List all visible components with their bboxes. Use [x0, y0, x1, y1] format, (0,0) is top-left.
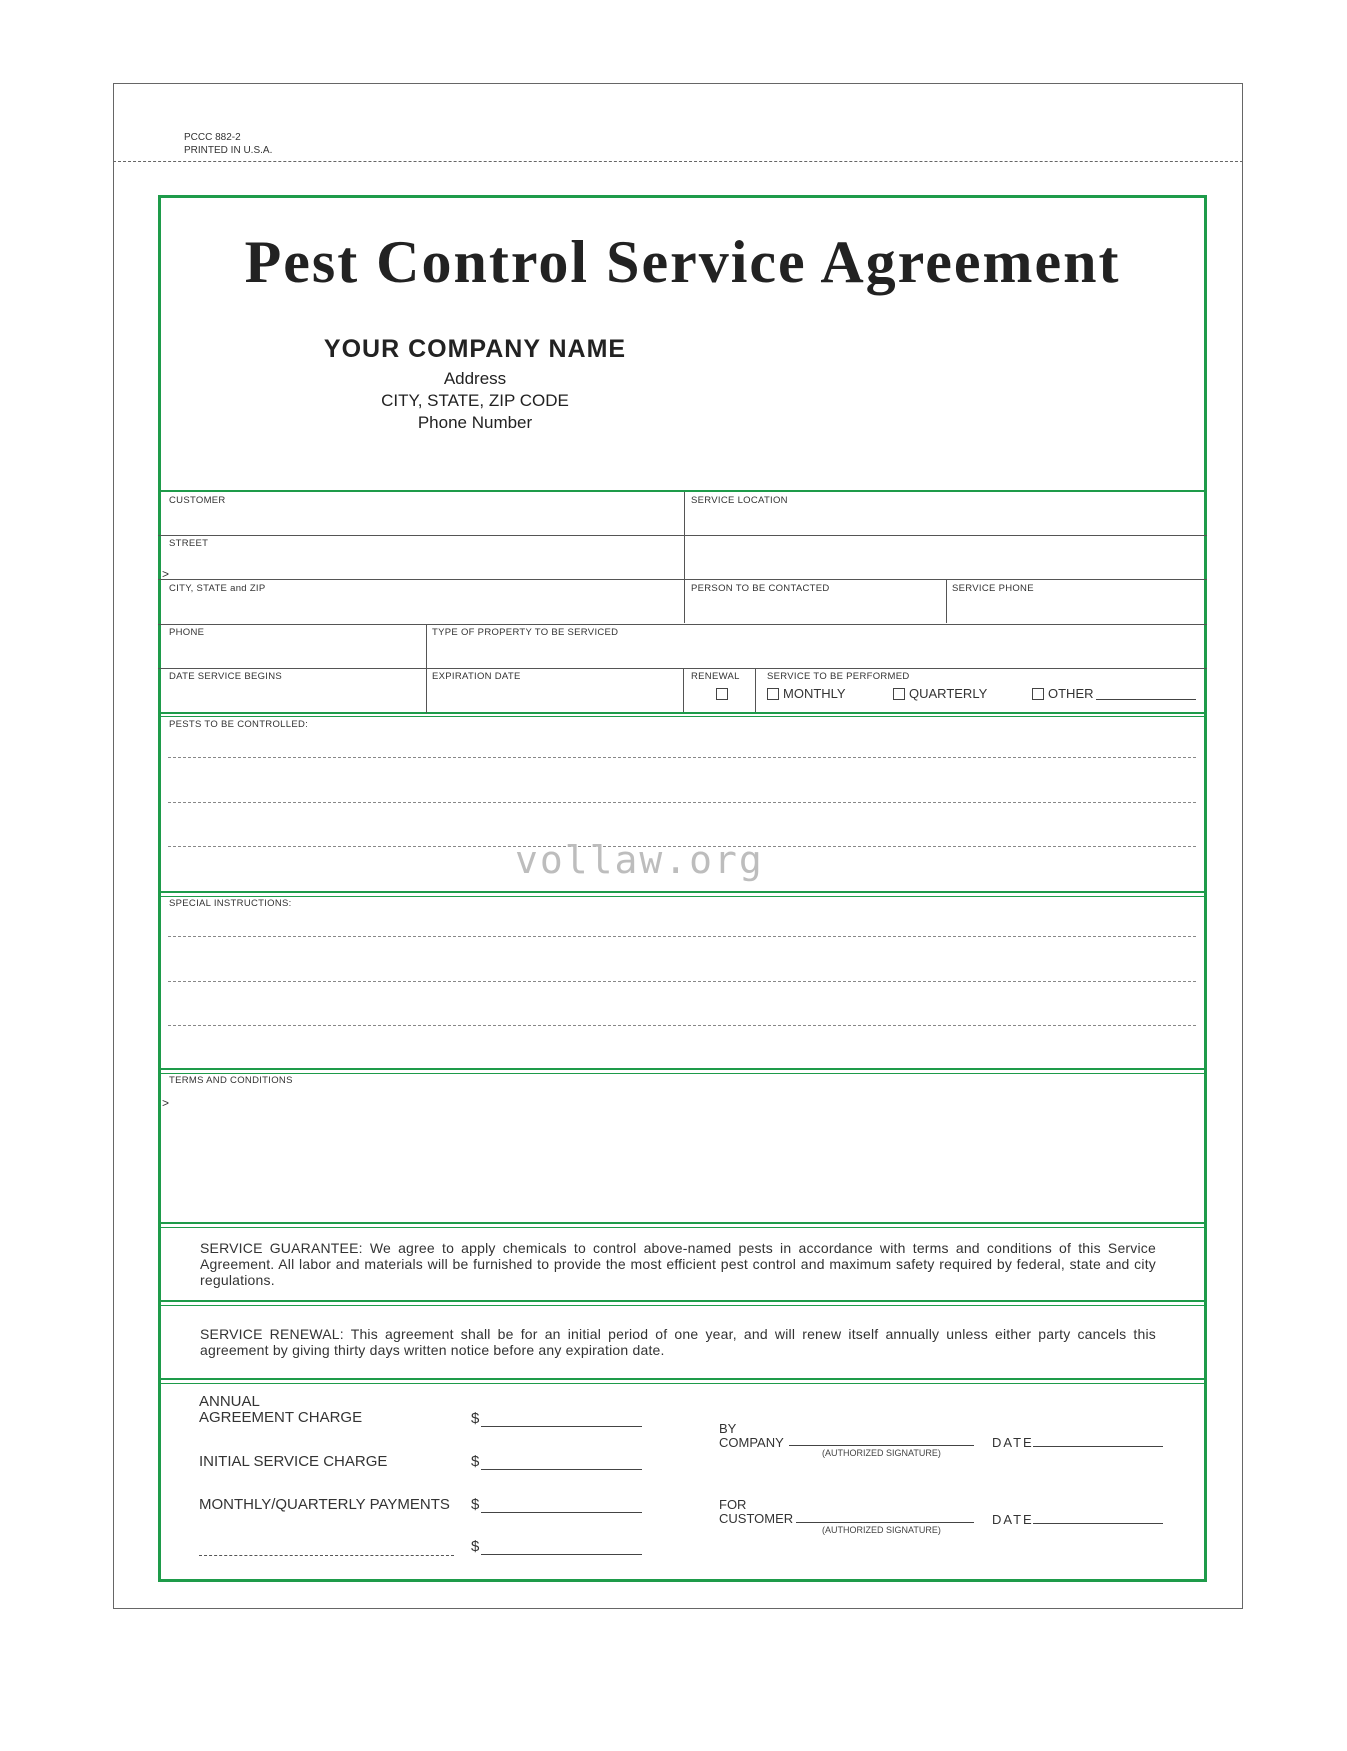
- renewal-label: RENEWAL: [691, 671, 740, 682]
- col-divider: [946, 580, 947, 623]
- special-label: SPECIAL INSTRUCTIONS:: [169, 898, 292, 909]
- other-line[interactable]: [1096, 699, 1196, 700]
- city-state-zip-field[interactable]: CITY, STATE and ZIP: [169, 583, 266, 594]
- divider: [158, 896, 1207, 897]
- company-address: Address: [443, 369, 507, 388]
- currency: $: [471, 1453, 480, 1470]
- terms-marker: >: [162, 1096, 170, 1110]
- divider: [158, 1378, 1207, 1380]
- currency: $: [471, 1538, 480, 1555]
- monthly-checkbox[interactable]: MONTHLY: [767, 686, 846, 701]
- authorized-note: (AUTHORIZED SIGNATURE): [822, 1448, 941, 1458]
- customer-date-line[interactable]: [1033, 1523, 1163, 1524]
- checkbox-icon: [716, 688, 728, 700]
- divider: [158, 624, 1207, 625]
- annual-charge-label: ANNUAL AGREEMENT CHARGE: [199, 1393, 363, 1426]
- phone-field[interactable]: PHONE: [169, 627, 205, 638]
- customer-signature-line[interactable]: [796, 1522, 974, 1523]
- form-title: Pest Control Service Agreement: [244, 229, 1121, 295]
- customer-field[interactable]: CUSTOMER: [169, 495, 226, 506]
- terms-label: TERMS AND CONDITIONS: [169, 1075, 293, 1086]
- company-block: [300, 335, 650, 434]
- watermark: vollaw.org: [515, 838, 764, 882]
- person-contacted-field[interactable]: PERSON TO BE CONTACTED: [691, 583, 830, 594]
- service-renewal: SERVICE RENEWAL: This agreement shall be for an initial period of one year, and will renew itself annually unless either party cancels this agreement by giving thirty days written notice before any expiration date.: [200, 1326, 1156, 1358]
- divider: [158, 1222, 1207, 1224]
- perforation-line: [113, 161, 1243, 162]
- initial-charge-input[interactable]: [481, 1469, 642, 1470]
- company-date-label: DATE: [992, 1435, 1034, 1450]
- customer-signature-label: FOR CUSTOMER: [719, 1497, 794, 1526]
- pests-label: PESTS TO BE CONTROLLED:: [169, 719, 309, 730]
- company-date-line[interactable]: [1033, 1446, 1163, 1447]
- extra-charge-input[interactable]: [481, 1554, 642, 1555]
- col-divider: [684, 492, 685, 623]
- quarterly-checkbox[interactable]: QUARTERLY: [893, 686, 987, 701]
- payments-input[interactable]: [481, 1512, 642, 1513]
- special-line[interactable]: [168, 981, 1196, 982]
- col-divider: [683, 669, 684, 712]
- street-field[interactable]: STREET: [169, 538, 209, 549]
- divider: [158, 535, 1207, 536]
- divider: [158, 1300, 1207, 1302]
- divider: [158, 490, 1207, 492]
- currency: $: [471, 1496, 480, 1513]
- special-line[interactable]: [168, 1025, 1196, 1026]
- currency: $: [471, 1410, 480, 1427]
- divider: [158, 1227, 1207, 1228]
- company-city: CITY, STATE, ZIP CODE: [381, 391, 569, 410]
- service-guarantee: SERVICE GUARANTEE: We agree to apply chemicals to control above-named pests in accordance with terms and conditions of this Service Agreement. All labor and materials will be furnished to provide the most efficient pest control and maximum safety required by federal, state and city regulations.: [200, 1240, 1156, 1288]
- street-marker: >: [162, 567, 170, 581]
- authorized-note: (AUTHORIZED SIGNATURE): [822, 1525, 941, 1535]
- property-type-field[interactable]: TYPE OF PROPERTY TO BE SERVICED: [432, 627, 619, 638]
- col-divider: [426, 625, 427, 713]
- company-signature-label: BY COMPANY: [719, 1421, 784, 1450]
- company-phone: Phone Number: [417, 413, 533, 432]
- company-name: YOUR COMPANY NAME: [323, 335, 627, 363]
- customer-date-label: DATE: [992, 1512, 1034, 1527]
- print-code: PCCC 882-2 PRINTED IN U.S.A.: [184, 132, 273, 156]
- other-checkbox[interactable]: OTHER: [1032, 686, 1094, 701]
- service-phone-field[interactable]: SERVICE PHONE: [952, 583, 1034, 594]
- date-begins-field[interactable]: DATE SERVICE BEGINS: [169, 671, 283, 682]
- divider: [158, 579, 1207, 580]
- service-location-field[interactable]: SERVICE LOCATION: [691, 495, 788, 506]
- pests-line[interactable]: [168, 757, 1196, 758]
- annual-charge-input[interactable]: [481, 1426, 642, 1427]
- company-signature-line[interactable]: [789, 1445, 974, 1446]
- checkbox-icon: [893, 688, 905, 700]
- divider: [158, 1383, 1207, 1384]
- divider: [158, 716, 1207, 717]
- extra-charge-label-line[interactable]: [199, 1555, 454, 1556]
- divider: [158, 1073, 1207, 1074]
- service-performed-label: SERVICE TO BE PERFORMED: [767, 671, 910, 682]
- initial-charge-label: INITIAL SERVICE CHARGE: [199, 1453, 388, 1470]
- expiration-date-field[interactable]: EXPIRATION DATE: [432, 671, 521, 682]
- divider: [158, 712, 1207, 714]
- payments-label: MONTHLY/QUARTERLY PAYMENTS: [199, 1496, 450, 1513]
- checkbox-icon: [1032, 688, 1044, 700]
- renewal-checkbox[interactable]: [716, 688, 728, 700]
- divider: [158, 891, 1207, 893]
- col-divider: [755, 669, 756, 712]
- divider: [158, 1305, 1207, 1306]
- divider: [158, 1068, 1207, 1070]
- special-line[interactable]: [168, 936, 1196, 937]
- pests-line[interactable]: [168, 802, 1196, 803]
- checkbox-icon: [767, 688, 779, 700]
